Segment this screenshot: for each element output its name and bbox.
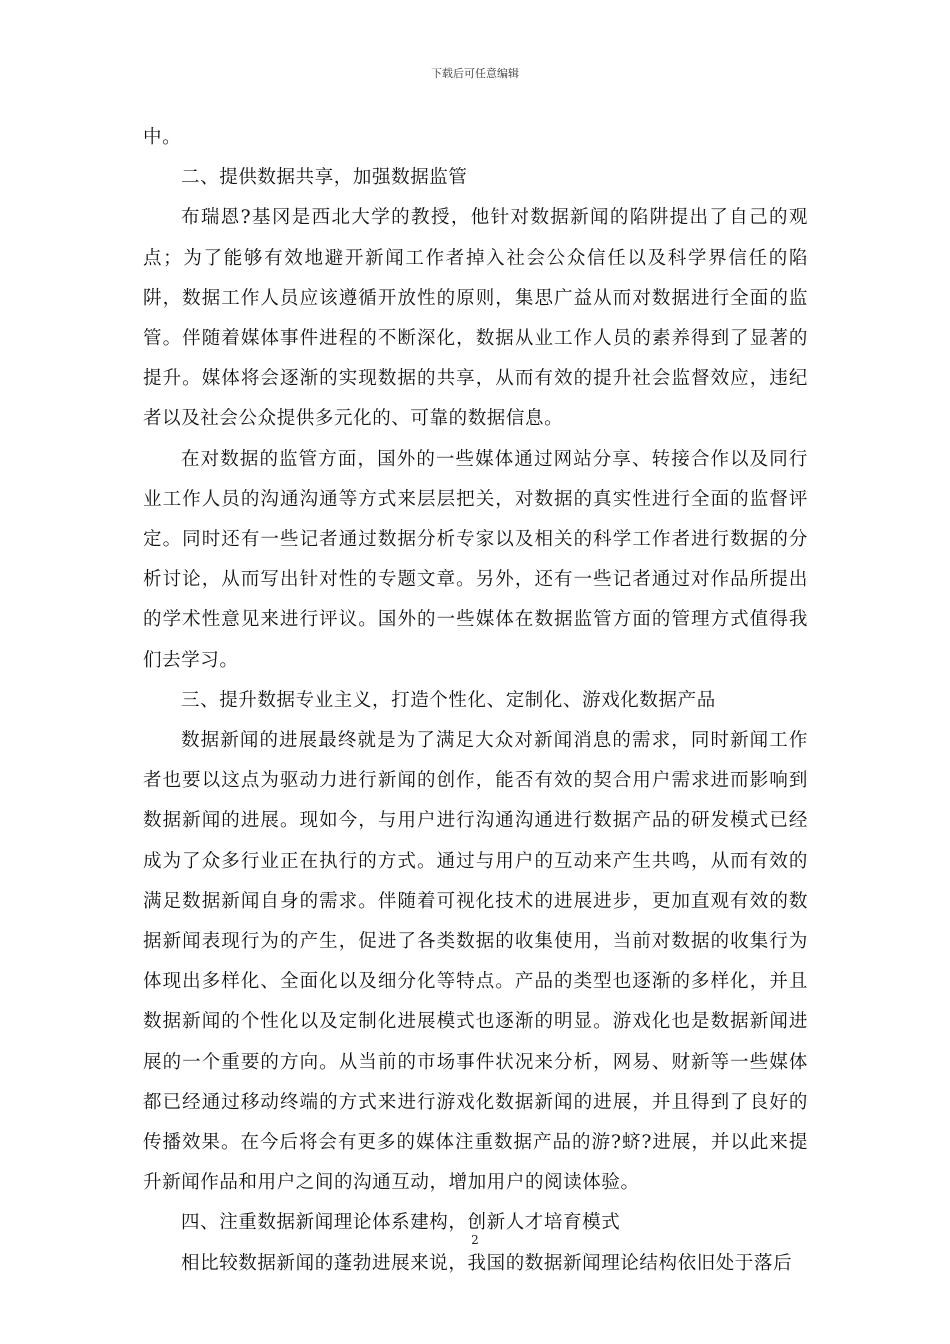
paragraph: 相比较数据新闻的蓬勃进展来说，我国的数据新闻理论结构依旧处于落后 xyxy=(181,1252,793,1274)
page-number: 2 xyxy=(471,1233,479,1247)
document-body xyxy=(143,118,808,1284)
paragraph: 数据新闻的进展最终就是为了满足大众对新闻消息的需求，同时新闻工作者也要以这点为驱动力进行新闻的创作，能否有效的契合用户需求进而影响到数据新闻的进展。现如今，与用户进行沟通沟通进行数据产品的研发模式已经成为了众多行业正在执行的方式。通过与用户的互动来产生共鸣，从而有效的满足数据新闻自身的需求。伴随着可视化技术的进展进步，更加直观有效的数据新闻表现行为的产生，促进了各类数据的收集使用，当前对数据的收集行为体现出多样化、全面化以及细分化等特点。产品的类型也逐渐的多样化，并且数据新闻的个性化以及定制化进展模式也逐渐的明显。游戏化也是数据新闻进展的一个重要的方向。从当前的市场事件状况来分析，网易、财新等一些媒体都已经通过移动终端的方式来进行游戏化数据新闻的进展，并且得到了良好的传播效果。在今后将会有更多的媒体注重数据产品的游?蛴?进展，并以此来提升新闻作品和用户之间的沟通互动，增加用户的阅读体验。 xyxy=(143,730,808,1194)
paragraph: 布瑞恩?基冈是西北大学的教授，他针对数据新闻的陷阱提出了自己的观点；为了能够有效地避开新闻工作者掉入社会公众信任以及科学界信任的陷阱，数据工作人员应该遵循开放性的原则，集思广益从而对数据进行全面的监管。伴随着媒体事件进程的不断深化，数据从业工作人员的素养得到了显著的提升。媒体将会逐渐的实现数据的共享，从而有效的提升社会监督效应，违纪者以及社会公众提供多元化的、可靠的数据信息。 xyxy=(143,207,808,430)
section-heading-2: 二、提供数据共享，加强数据监管 xyxy=(181,167,468,189)
section-heading-4: 四、注重数据新闻理论体系建构，创新人才培育模式 xyxy=(181,1212,621,1234)
section-heading-3: 三、提升数据专业主义，打造个性化、定制化、游戏化数据产品 xyxy=(181,689,716,711)
paragraph: 在对数据的监管方面，国外的一些媒体通过网站分享、转接合作以及同行业工作人员的沟通沟通等方式来层层把关，对数据的真实性进行全面的监督评定。同时还有一些记者通过数据分析专家以及相关的科学工作者进行数据的分析讨论，从而写出针对性的专题文章。另外，还有一些记者通过对作品所提出的学术性意见来进行评议。国外的一些媒体在数据监管方面的管理方式值得我们去学习。 xyxy=(143,448,808,671)
paragraph-continuation: 中。 xyxy=(143,127,182,148)
page-header: 下载后可任意编辑 xyxy=(431,67,519,80)
